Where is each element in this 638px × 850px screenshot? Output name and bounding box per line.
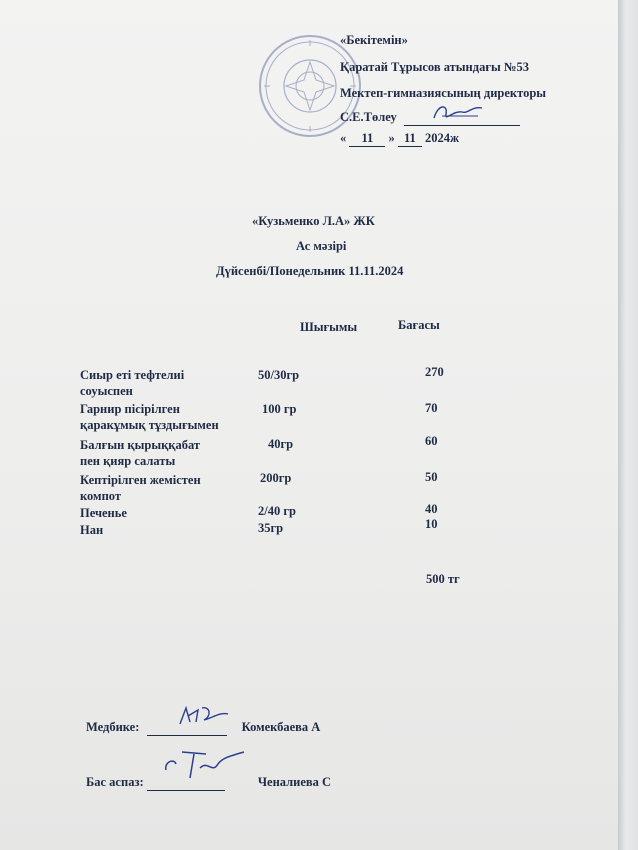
approval-date (340, 131, 459, 147)
date-year: 2024ж (425, 131, 460, 145)
item-yield: 35гр (258, 521, 284, 535)
column-yield-header: Шығымы (300, 320, 358, 334)
menu-total: 500 тг (426, 572, 460, 586)
date-close-quote: » (388, 131, 395, 145)
item-price: 70 (425, 401, 438, 415)
date-month: 11 (398, 131, 422, 147)
item-price: 270 (425, 365, 444, 379)
item-name-line1: Нан (80, 523, 104, 537)
approval-title: «Бекітемін» (340, 33, 408, 47)
page-edge (618, 0, 638, 850)
company-name: «Кузьменко Л.А» ЖК (252, 214, 375, 228)
nurse-name: Комекбаева А (241, 720, 321, 734)
cook-label: Бас аспаз: (86, 775, 144, 789)
item-yield: 100 гр (262, 402, 297, 416)
date-open-quote: « (340, 131, 347, 145)
approval-director-role: Мектеп-гимназиясының директоры (340, 86, 547, 100)
item-yield: 40гр (268, 437, 294, 451)
item-yield: 50/30гр (258, 368, 300, 382)
item-name-line1: Сиыр еті тефтелиі (80, 368, 185, 382)
item-price: 40 (425, 502, 438, 516)
item-name-line1: Печенье (80, 506, 127, 520)
item-price: 10 (425, 517, 438, 531)
cook-name: Ченалиева С (257, 775, 332, 789)
item-name-line1: Кептірілген жемістен (80, 473, 201, 487)
item-yield: 2/40 гр (258, 504, 296, 518)
item-name-line2: қаракұмық тұздығымен (80, 418, 219, 432)
column-price-header: Бағасы (398, 318, 440, 332)
menu-title: Ас мәзірі (296, 239, 347, 253)
approval-school: Қаратай Тұрысов атындағы №53 (340, 60, 529, 74)
item-name-line1: Балғын қырыққабат (80, 438, 201, 452)
director-signature-icon (428, 100, 488, 126)
item-name-line1: Гарнир пісірілген (80, 402, 180, 416)
date-day: 11 (349, 131, 385, 147)
nurse-label: Медбике: (86, 720, 140, 734)
item-name-line2: пен қияр салаты (80, 454, 176, 468)
item-yield: 200гр (260, 471, 292, 485)
cook-signature-icon (160, 748, 250, 784)
item-name-line2: компот (80, 489, 121, 503)
item-price: 60 (425, 434, 438, 448)
item-name-line2: соуыспен (80, 384, 133, 398)
menu-day: Дүйсенбі/Понедельник 11.11.2024 (216, 264, 404, 278)
item-price: 50 (425, 470, 438, 484)
nurse-signature-icon (176, 702, 236, 730)
director-name: С.Е.Төлеу (340, 110, 397, 124)
